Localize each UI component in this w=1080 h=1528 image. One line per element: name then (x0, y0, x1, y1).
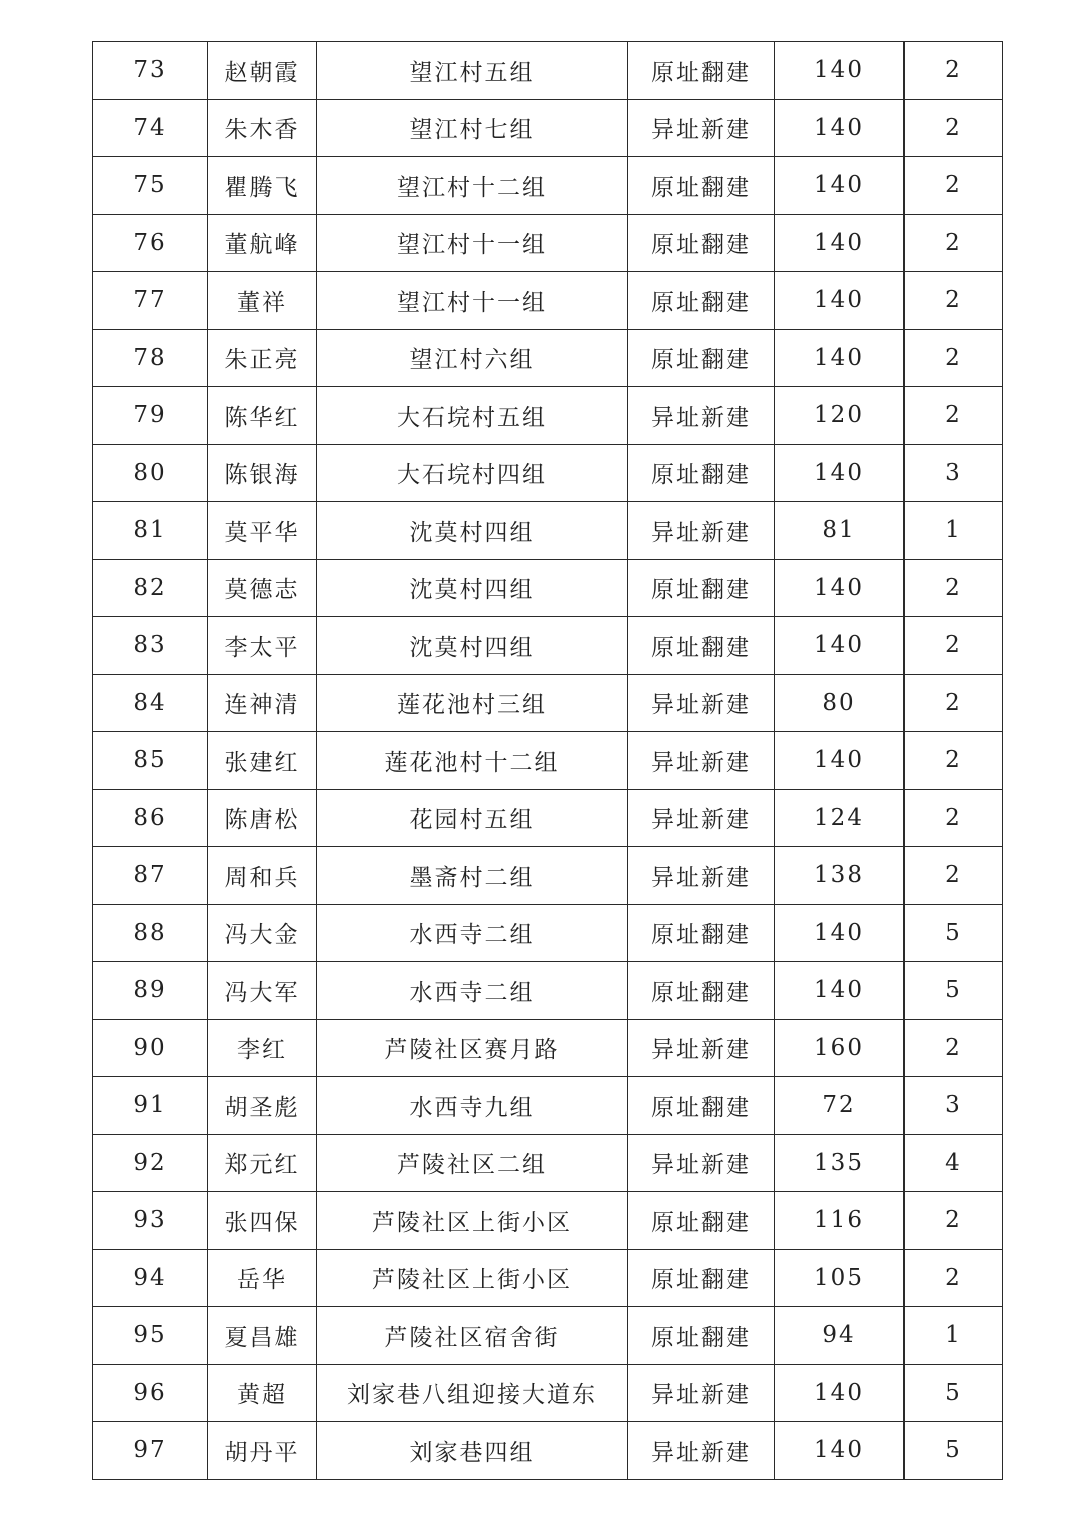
build-type: 原址翻建 (628, 962, 775, 1020)
floor-area: 80 (775, 674, 904, 732)
data-table (92, 41, 1003, 1480)
village-group: 望江村十一组 (317, 214, 628, 272)
table-row (93, 1422, 1003, 1480)
table-row (93, 674, 1003, 732)
floor-area: 140 (775, 99, 904, 157)
applicant-name: 莫平华 (208, 502, 317, 560)
household-size: 5 (905, 1422, 1003, 1480)
village-group: 芦陵社区上街小区 (317, 1192, 628, 1250)
row-number: 93 (93, 1192, 208, 1250)
applicant-name: 胡圣彪 (208, 1077, 317, 1135)
build-type: 异址新建 (628, 674, 775, 732)
village-group: 大石垸村五组 (317, 387, 628, 445)
table-row (93, 1019, 1003, 1077)
row-number: 96 (93, 1364, 208, 1422)
floor-area: 105 (775, 1249, 904, 1307)
build-type: 原址翻建 (628, 559, 775, 617)
village-group: 望江村六组 (317, 329, 628, 387)
build-type: 异址新建 (628, 789, 775, 847)
household-size: 2 (905, 732, 1003, 790)
household-size: 2 (905, 847, 1003, 905)
row-number: 85 (93, 732, 208, 790)
table-row (93, 1134, 1003, 1192)
build-type: 原址翻建 (628, 444, 775, 502)
applicant-name: 夏昌雄 (208, 1307, 317, 1365)
table-row (93, 904, 1003, 962)
build-type: 异址新建 (628, 387, 775, 445)
applicant-name: 董航峰 (208, 214, 317, 272)
village-group: 望江村十二组 (317, 157, 628, 215)
build-type: 异址新建 (628, 99, 775, 157)
table-row (93, 732, 1003, 790)
village-group: 望江村七组 (317, 99, 628, 157)
row-number: 74 (93, 99, 208, 157)
row-number: 92 (93, 1134, 208, 1192)
row-number: 90 (93, 1019, 208, 1077)
household-size: 1 (905, 502, 1003, 560)
village-group: 墨斋村二组 (317, 847, 628, 905)
row-number: 77 (93, 272, 208, 330)
row-number: 88 (93, 904, 208, 962)
village-group: 芦陵社区宿舍街 (317, 1307, 628, 1365)
build-type: 异址新建 (628, 1019, 775, 1077)
applicant-name: 朱正亮 (208, 329, 317, 387)
build-type: 原址翻建 (628, 1307, 775, 1365)
household-size: 5 (905, 962, 1003, 1020)
floor-area: 120 (775, 387, 904, 445)
household-size: 2 (905, 789, 1003, 847)
table-row (93, 1307, 1003, 1365)
build-type: 原址翻建 (628, 329, 775, 387)
build-type: 原址翻建 (628, 617, 775, 675)
floor-area: 140 (775, 559, 904, 617)
table-row (93, 329, 1003, 387)
floor-area: 140 (775, 272, 904, 330)
build-type: 原址翻建 (628, 214, 775, 272)
table-row (93, 789, 1003, 847)
row-number: 78 (93, 329, 208, 387)
applicant-name: 郑元红 (208, 1134, 317, 1192)
floor-area: 140 (775, 157, 904, 215)
household-size: 5 (905, 1364, 1003, 1422)
village-group: 刘家巷八组迎接大道东 (317, 1364, 628, 1422)
household-size: 4 (905, 1134, 1003, 1192)
floor-area: 140 (775, 42, 904, 100)
floor-area: 81 (775, 502, 904, 560)
row-number: 89 (93, 962, 208, 1020)
floor-area: 140 (775, 732, 904, 790)
build-type: 原址翻建 (628, 272, 775, 330)
household-size: 2 (905, 272, 1003, 330)
village-group: 芦陵社区二组 (317, 1134, 628, 1192)
household-size: 2 (905, 99, 1003, 157)
build-type: 异址新建 (628, 1364, 775, 1422)
floor-area: 140 (775, 904, 904, 962)
applicant-name: 张四保 (208, 1192, 317, 1250)
applicant-name: 陈银海 (208, 444, 317, 502)
floor-area: 140 (775, 444, 904, 502)
table-row (93, 847, 1003, 905)
village-group: 花园村五组 (317, 789, 628, 847)
applicant-name: 冯大金 (208, 904, 317, 962)
applicant-name: 黄超 (208, 1364, 317, 1422)
table-row (93, 1077, 1003, 1135)
household-size: 2 (905, 1019, 1003, 1077)
floor-area: 140 (775, 617, 904, 675)
applicant-name: 周和兵 (208, 847, 317, 905)
household-size: 3 (905, 1077, 1003, 1135)
floor-area: 72 (775, 1077, 904, 1135)
village-group: 水西寺二组 (317, 962, 628, 1020)
village-group: 芦陵社区赛月路 (317, 1019, 628, 1077)
household-size: 2 (905, 329, 1003, 387)
household-size: 2 (905, 1249, 1003, 1307)
household-size: 2 (905, 387, 1003, 445)
row-number: 95 (93, 1307, 208, 1365)
village-group: 莲花池村三组 (317, 674, 628, 732)
build-type: 原址翻建 (628, 1249, 775, 1307)
row-number: 94 (93, 1249, 208, 1307)
build-type: 原址翻建 (628, 904, 775, 962)
row-number: 84 (93, 674, 208, 732)
table-body (93, 42, 1003, 1480)
applicant-name: 瞿腾飞 (208, 157, 317, 215)
applicant-name: 岳华 (208, 1249, 317, 1307)
floor-area: 124 (775, 789, 904, 847)
household-size: 2 (905, 1192, 1003, 1250)
household-size: 2 (905, 214, 1003, 272)
applicant-name: 连神清 (208, 674, 317, 732)
table-row (93, 272, 1003, 330)
row-number: 80 (93, 444, 208, 502)
row-number: 87 (93, 847, 208, 905)
applicant-name: 张建红 (208, 732, 317, 790)
row-number: 76 (93, 214, 208, 272)
build-type: 异址新建 (628, 1134, 775, 1192)
row-number: 86 (93, 789, 208, 847)
row-number: 75 (93, 157, 208, 215)
village-group: 水西寺二组 (317, 904, 628, 962)
village-group: 沈莫村四组 (317, 502, 628, 560)
row-number: 81 (93, 502, 208, 560)
table-row (93, 502, 1003, 560)
household-size: 2 (905, 617, 1003, 675)
applicant-name: 陈唐松 (208, 789, 317, 847)
build-type: 原址翻建 (628, 42, 775, 100)
floor-area: 140 (775, 1364, 904, 1422)
household-size: 2 (905, 559, 1003, 617)
table-row (93, 1364, 1003, 1422)
build-type: 异址新建 (628, 847, 775, 905)
floor-area: 135 (775, 1134, 904, 1192)
floor-area: 140 (775, 962, 904, 1020)
floor-area: 140 (775, 1422, 904, 1480)
table-row (93, 387, 1003, 445)
applicant-name: 莫德志 (208, 559, 317, 617)
table-row (93, 157, 1003, 215)
table-row (93, 444, 1003, 502)
row-number: 83 (93, 617, 208, 675)
row-number: 91 (93, 1077, 208, 1135)
floor-area: 140 (775, 214, 904, 272)
floor-area: 116 (775, 1192, 904, 1250)
applicant-name: 冯大军 (208, 962, 317, 1020)
row-number: 97 (93, 1422, 208, 1480)
village-group: 芦陵社区上街小区 (317, 1249, 628, 1307)
table-row (93, 617, 1003, 675)
table-row (93, 962, 1003, 1020)
floor-area: 140 (775, 329, 904, 387)
household-size: 2 (905, 157, 1003, 215)
housing-list-table (92, 41, 1002, 1480)
row-number: 79 (93, 387, 208, 445)
village-group: 水西寺九组 (317, 1077, 628, 1135)
build-type: 原址翻建 (628, 1192, 775, 1250)
village-group: 刘家巷四组 (317, 1422, 628, 1480)
village-group: 莲花池村十二组 (317, 732, 628, 790)
applicant-name: 朱木香 (208, 99, 317, 157)
applicant-name: 董祥 (208, 272, 317, 330)
village-group: 沈莫村四组 (317, 559, 628, 617)
household-size: 3 (905, 444, 1003, 502)
row-number: 73 (93, 42, 208, 100)
applicant-name: 胡丹平 (208, 1422, 317, 1480)
floor-area: 138 (775, 847, 904, 905)
village-group: 沈莫村四组 (317, 617, 628, 675)
village-group: 望江村十一组 (317, 272, 628, 330)
applicant-name: 陈华红 (208, 387, 317, 445)
household-size: 1 (905, 1307, 1003, 1365)
household-size: 5 (905, 904, 1003, 962)
table-row (93, 1192, 1003, 1250)
floor-area: 160 (775, 1019, 904, 1077)
build-type: 原址翻建 (628, 157, 775, 215)
table-row (93, 1249, 1003, 1307)
build-type: 异址新建 (628, 502, 775, 560)
build-type: 异址新建 (628, 1422, 775, 1480)
row-number: 82 (93, 559, 208, 617)
floor-area: 94 (775, 1307, 904, 1365)
table-row (93, 42, 1003, 100)
household-size: 2 (905, 674, 1003, 732)
applicant-name: 李红 (208, 1019, 317, 1077)
table-row (93, 559, 1003, 617)
village-group: 望江村五组 (317, 42, 628, 100)
village-group: 大石垸村四组 (317, 444, 628, 502)
table-row (93, 99, 1003, 157)
build-type: 异址新建 (628, 732, 775, 790)
applicant-name: 李太平 (208, 617, 317, 675)
applicant-name: 赵朝霞 (208, 42, 317, 100)
build-type: 原址翻建 (628, 1077, 775, 1135)
table-row (93, 214, 1003, 272)
household-size: 2 (905, 42, 1003, 100)
